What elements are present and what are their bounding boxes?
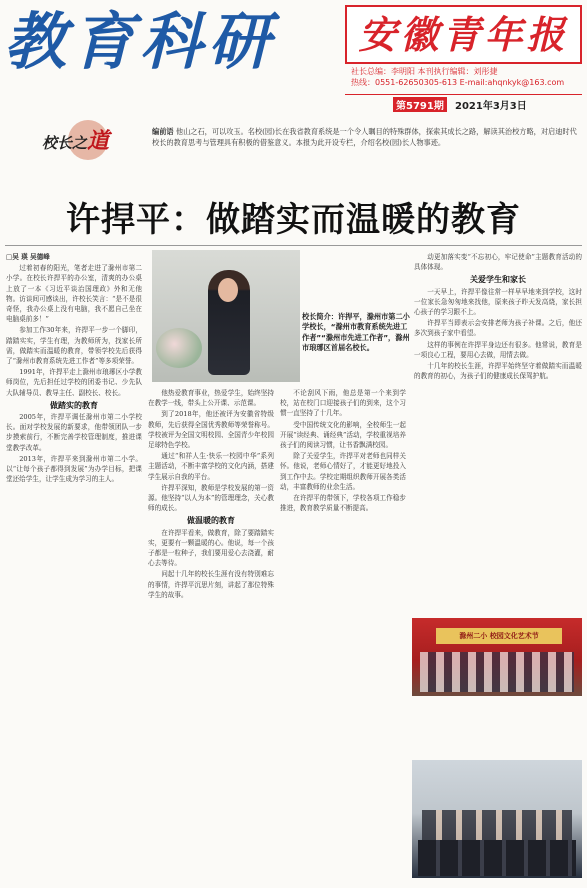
issue-line: [345, 94, 582, 110]
stage-banner: 滁州二小 校园文化艺术节: [436, 628, 562, 644]
paragraph: 参加工作30年来，许捍平一步一个脚印，踏踏实实，学生有理，为教师所为，找家长所需，做踏实而温暖的教育，带领学校先后获得了“滁州市教育系统先进工作者”等多项荣誉。: [6, 326, 142, 366]
paragraph: 十几年的校长生涯，许捍平始终坚守着做踏实而温暖的教育的初心，为孩子们的健康成长保驾护航。: [414, 362, 582, 381]
paragraph: 到了2018年，他还被评为安徽省特级教师，先后获得全国优秀教师等荣誉称号。学校被评为全国文明校园、全国青少年校园足球特色学校。: [148, 410, 274, 450]
article-column-3: [280, 388, 406, 882]
column-badge: [38, 118, 148, 158]
group-front-row: [418, 840, 576, 876]
masthead: [0, 0, 587, 125]
editor-note-label: 编前语: [152, 127, 174, 136]
paragraph: 动更加落实变“不忘初心，牢记使命”主题教育活动的具体体现。: [414, 253, 582, 272]
paragraph: 1991年，许捍平走上滁州市琅琊区小学教师岗位，先后担任过学校的团委书记、少先队大队辅导员、教导主任、副校长、校长。: [6, 368, 142, 397]
editor-note: [152, 126, 580, 162]
principal-portrait-photo: [152, 250, 300, 382]
paragraph: 问起十几年的校长生涯有没有特别难忘的事情，许捍平沉思片刻，讲起了那位特殊学生的故事。: [148, 570, 274, 599]
paragraph: 过着初春的阳光，笔者走进了滁州市第二小学。在校长许捍平的办公室，清爽的办公桌上放了一本《习近平谈治国理政》外和无他物。访谈间可感谈出，许校长笑言：“是不是很奇怪，我办公桌上没有电脑，我不愿自己坐在电脑桌前多！”: [6, 264, 142, 324]
paper-logo-box: [345, 5, 582, 64]
paragraph: 除了关爱学生，许捍平对老师也同样关怀。他说，老师心情好了，才能更好地投入到工作中去。学校定期组织教师开展各类活动，丰富教师的业余生活。: [280, 452, 406, 491]
issue-date: 2021年3月3日: [455, 101, 527, 112]
editor-note-text: 他山之石，可以攻玉。名校(园)长在我省教育系统是一个令人瞩目的特殊群体，探索其成长之路，解读其治校方略，对启迪时代校长的教育思考与管理具有积极的借鉴意义。本报为此开设专栏，介绍名校(园)长人物事迹。: [152, 127, 577, 147]
supplement-title: 教育科研: [4, 5, 277, 78]
meta-line-editors: 社长总编：李明阳 本刊执行编辑：刘彤捷: [351, 67, 498, 76]
flowers-decoration: [156, 328, 202, 368]
article-column-1: [6, 252, 142, 882]
person-face: [218, 278, 238, 302]
paragraph: 他热爱教育事业，热爱学生，始终坚持在教学一线，带头上公开课、示范课。: [148, 389, 274, 408]
paragraph: 许捍平深知，教师是学校发展的第一资源。他坚持“以人为本”的管理理念，关心教师的成长。: [148, 483, 274, 513]
paragraph: 一天早上，许捍平像往常一样早早地来到学校，这时一位家长急匆匆地来找他，原来孩子昨天发高烧，家长担心孩子的学习跟不上。: [414, 287, 582, 317]
paragraph: 在许捍平的带领下，学校各项工作稳步推进，教育教学质量不断提高。: [280, 494, 406, 513]
article-column-2: [148, 388, 274, 882]
section-heading: 做踏实的教育: [50, 400, 98, 410]
paragraph: 通过“和祥人生·快乐一校园中华”系列主题活动，不断丰富学校的文化内涵，搭建学生展示自我的平台。: [148, 452, 274, 481]
section-heading: 关爱学生和家长: [470, 275, 526, 285]
portrait-caption: 校长简介：许捍平，滁州市第二小学校长，“滁州市教育系统先进工作者”“滁州市先进工作者”，滁州市琅琊区首届名校长。: [302, 312, 410, 353]
badge-text: [42, 124, 109, 155]
supplement-masthead: [0, 0, 337, 86]
paragraph: 在许捍平看来，做教育，除了要踏踏实实，更要有一颗温暖的心。他说，每一个孩子都是一粒种子，我们要用爱心去浇灌，耐心去等待。: [148, 528, 274, 568]
paragraph: 许捍平当即表示会安排老师为孩子补课。之后，他还多次到孩子家中看望。: [414, 319, 582, 338]
badge-char: 道: [87, 128, 110, 154]
headline-rule: [5, 245, 582, 246]
article-column-4: [414, 252, 582, 614]
paragraph: 受中国传统文化的影响，全校师生一起开展“读经典、诵经典”活动，学校重视培养孩子们的阅读习惯，让书香飘满校园。: [280, 420, 406, 450]
stage-event-photo: [412, 618, 582, 696]
issue-number: 第5791期: [393, 97, 447, 112]
paragraph: 这样的事例在许捍平身边还有很多。他常说，教育是一项良心工程，要用心去做，用情去做。: [414, 340, 582, 359]
section-heading: 做温暖的教育: [187, 516, 235, 526]
article-byline: □吴 瑛 吴德峰: [6, 253, 50, 261]
group-photo: [412, 760, 582, 878]
students-on-stage: [420, 652, 574, 692]
meta-line-contact: 热线：0551-62650305-613 E-mail:ahqnkyk@163.com: [351, 78, 565, 87]
paragraph: 2005年，许捍平调任滁州市第二小学校长。面对学校发展的新要求，他带领团队一步步摸索前行，不断完善学校管理制度，推进课堂教学改革。: [6, 413, 142, 452]
paragraph: 2013年，许捍平来到滁州市第二小学。以“让每个孩子都得到发展”为办学目标，把课堂还给学生，让学生成为学习的主人。: [6, 454, 142, 484]
badge-prefix: 校长之: [42, 134, 88, 152]
paper-name: 安徽青年报: [358, 13, 569, 57]
article-headline: 许捍平：做踏实而温暖的教育: [66, 200, 521, 240]
paper-meta: [345, 66, 582, 88]
group-back-row: [422, 810, 572, 840]
paragraph: 不论刮风下雨，他总是第一个来到学校，站在校门口迎接孩子们的到来，这个习惯一直坚持了十几年。: [280, 389, 406, 418]
